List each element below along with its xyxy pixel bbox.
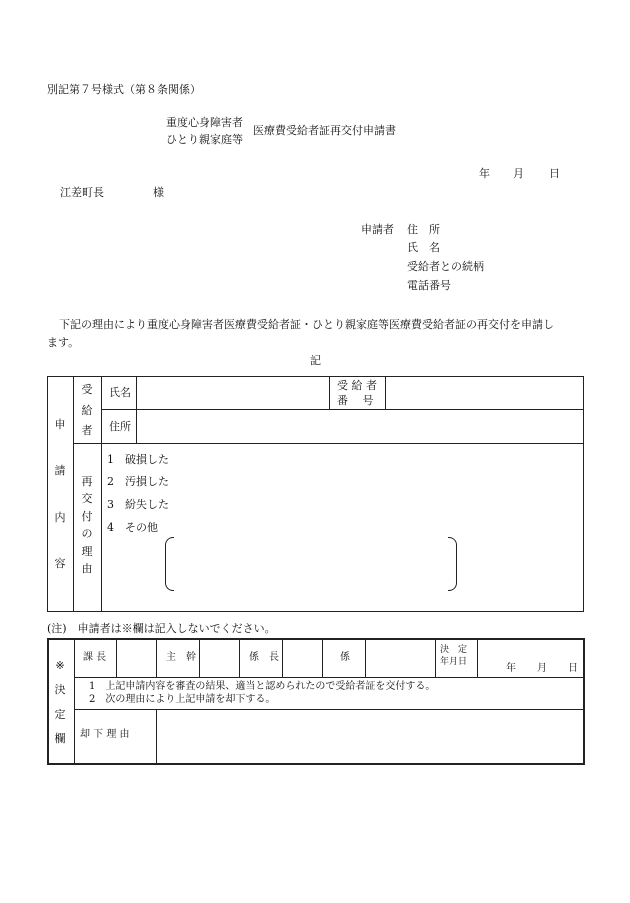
body-text-1: 下記の理由により重度心身障害者医療費受給者証・ひとり親家庭等医療費受給者証の再交付を申請し [59, 318, 554, 331]
name-field[interactable] [137, 377, 330, 410]
kakaricho-stamp[interactable] [282, 639, 322, 677]
form-id: 別記第７号様式（第８条関係） [47, 83, 201, 96]
request-table [47, 376, 583, 611]
decision-date-label-2: 年月日 [440, 657, 468, 667]
decision-year: 年 [506, 663, 516, 674]
body-text-2: ます。 [47, 336, 80, 349]
date-year: 年 [479, 167, 490, 180]
kacho-label: 課 長 [83, 652, 107, 663]
decision-date-label-1: 決 定 [440, 645, 468, 655]
applicant-name-label: 氏 名 [407, 241, 440, 254]
decision-day: 日 [568, 663, 578, 674]
shukan-stamp[interactable] [199, 639, 239, 677]
date-month: 月 [513, 167, 524, 180]
reason-label: 再 交 付 の 理 由 [81, 475, 93, 575]
date-day: 日 [549, 167, 560, 180]
name-label: 氏名 [109, 386, 131, 399]
addressee-suffix: 様 [153, 186, 164, 199]
kakari-label: 係 [340, 652, 350, 663]
request-side-label: 申 請 内 容 [54, 418, 66, 570]
shukan-label: 主 幹 [166, 652, 196, 663]
reject-label: 却 下 理 由 [80, 729, 130, 740]
recipient-number-field[interactable] [386, 377, 584, 410]
addressee-name: 江差町長 [60, 186, 104, 199]
decision-month: 月 [537, 663, 547, 674]
reason-soiled: 2 汚損した [107, 475, 169, 488]
decision-table [47, 638, 583, 763]
address-field[interactable] [137, 410, 584, 444]
other-bracket-left [165, 537, 174, 591]
reason-lost: 3 紛失した [107, 498, 169, 511]
number-label-2: 番 号 [337, 394, 374, 407]
address-label: 住所 [109, 420, 131, 433]
reject-reason-field[interactable] [156, 709, 584, 764]
recipient-label: 受 給 者 [81, 383, 93, 437]
other-bracket-right [448, 537, 457, 591]
applicant-label: 申請者 [361, 223, 394, 236]
note-text: (注) 申請者は※欄は記入しないでください。 [47, 622, 276, 635]
ki-label: 記 [310, 354, 321, 367]
decision-line-2: 2 次の理由により上記申請を却下する。 [89, 694, 276, 705]
kacho-stamp[interactable] [116, 639, 156, 677]
decision-line-1: 1 上記申請内容を審査の結果、適当と認められたので受給者証を交付する。 [89, 681, 436, 692]
applicant-phone-label: 電話番号 [407, 279, 451, 292]
number-label-1: 受 給 者 [337, 379, 377, 392]
title-line1: 重度心身障害者 [166, 116, 243, 129]
kakaricho-label: 係 長 [249, 652, 279, 663]
applicant-relation-label: 受給者との続柄 [407, 260, 484, 273]
reason-damaged: 1 破損した [107, 453, 169, 466]
applicant-address-label: 住 所 [407, 223, 440, 236]
decision-side-label: ※ 決 定 欄 [54, 659, 66, 745]
title-line2: ひとり親家庭等 [166, 133, 243, 146]
reason-other: 4 その他 [107, 521, 158, 534]
kakari-stamp[interactable] [365, 639, 435, 677]
title-rest: 医療費受給者証再交付申請書 [253, 124, 396, 137]
